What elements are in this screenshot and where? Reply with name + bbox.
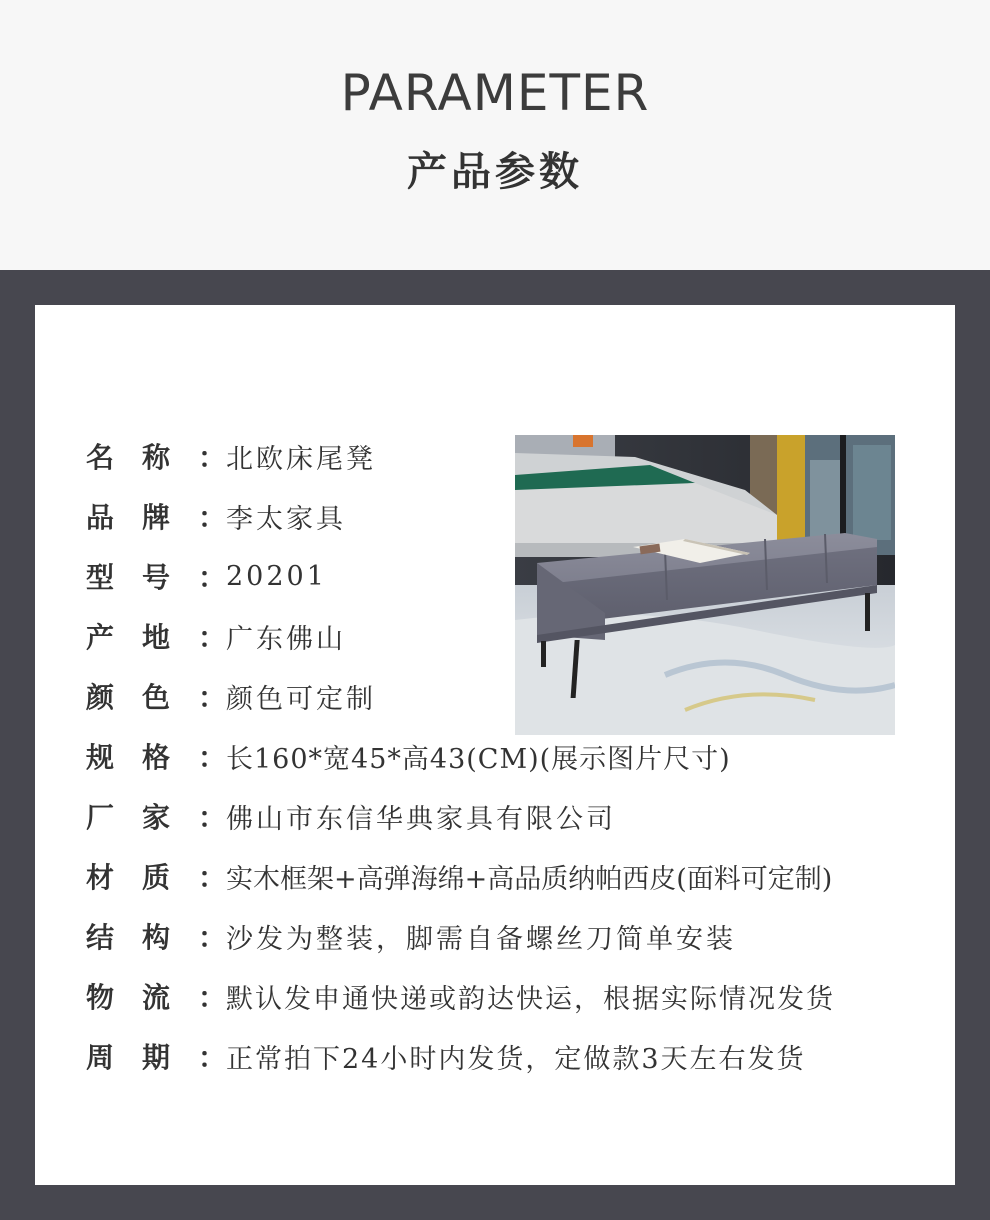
param-value: 北欧床尾凳: [226, 443, 376, 475]
param-value: 沙发为整装，脚需自备螺丝刀简单安装: [226, 923, 736, 955]
param-value: 广东佛山: [226, 623, 346, 655]
param-label: 周 期 ：: [86, 1041, 227, 1074]
param-value: 20201: [226, 560, 327, 592]
param-label: 结 构 ：: [86, 921, 227, 954]
param-label: 材 质 ：: [86, 861, 227, 894]
param-label: 型 号 ：: [86, 561, 227, 594]
param-row-manufacturer: [86, 796, 616, 836]
param-row-cycle: [86, 1036, 806, 1076]
param-value: 李太家具: [226, 503, 346, 535]
param-row-name: [86, 436, 376, 476]
param-label: 厂 家 ：: [86, 801, 227, 834]
param-label: 名 称 ：: [86, 441, 227, 474]
param-value: 颜色可定制: [226, 683, 376, 715]
param-label: 品 牌 ：: [86, 501, 227, 534]
page-title-en: PARAMETER: [340, 64, 650, 122]
param-row-material: [86, 856, 832, 896]
param-row-origin: [86, 616, 346, 656]
param-row-color: [86, 676, 376, 716]
param-label: 规 格 ：: [86, 741, 227, 774]
header: [0, 0, 990, 270]
param-value: 佛山市东信华典家具有限公司: [226, 803, 616, 835]
param-row-spec: [86, 736, 731, 776]
param-value: 默认发申通快递或韵达快运，根据实际情况发货: [226, 983, 835, 1015]
param-value: 正常拍下24小时内发货，定做款3天左右发货: [226, 1043, 806, 1075]
product-photo: [515, 435, 895, 735]
param-label: 产 地 ：: [86, 621, 227, 654]
param-row-model: [86, 556, 327, 596]
param-value: 长160*宽45*高43(CM)(展示图片尺寸): [226, 743, 731, 775]
param-row-brand: [86, 496, 346, 536]
param-row-logistics: [86, 976, 835, 1016]
param-value: 实木框架+高弹海绵+高品质纳帕西皮(面料可定制): [226, 863, 833, 895]
page-title-cn: 产品参数: [407, 149, 583, 195]
param-label: 颜 色 ：: [86, 681, 227, 714]
param-label: 物 流 ：: [86, 981, 227, 1014]
param-row-structure: [86, 916, 736, 956]
